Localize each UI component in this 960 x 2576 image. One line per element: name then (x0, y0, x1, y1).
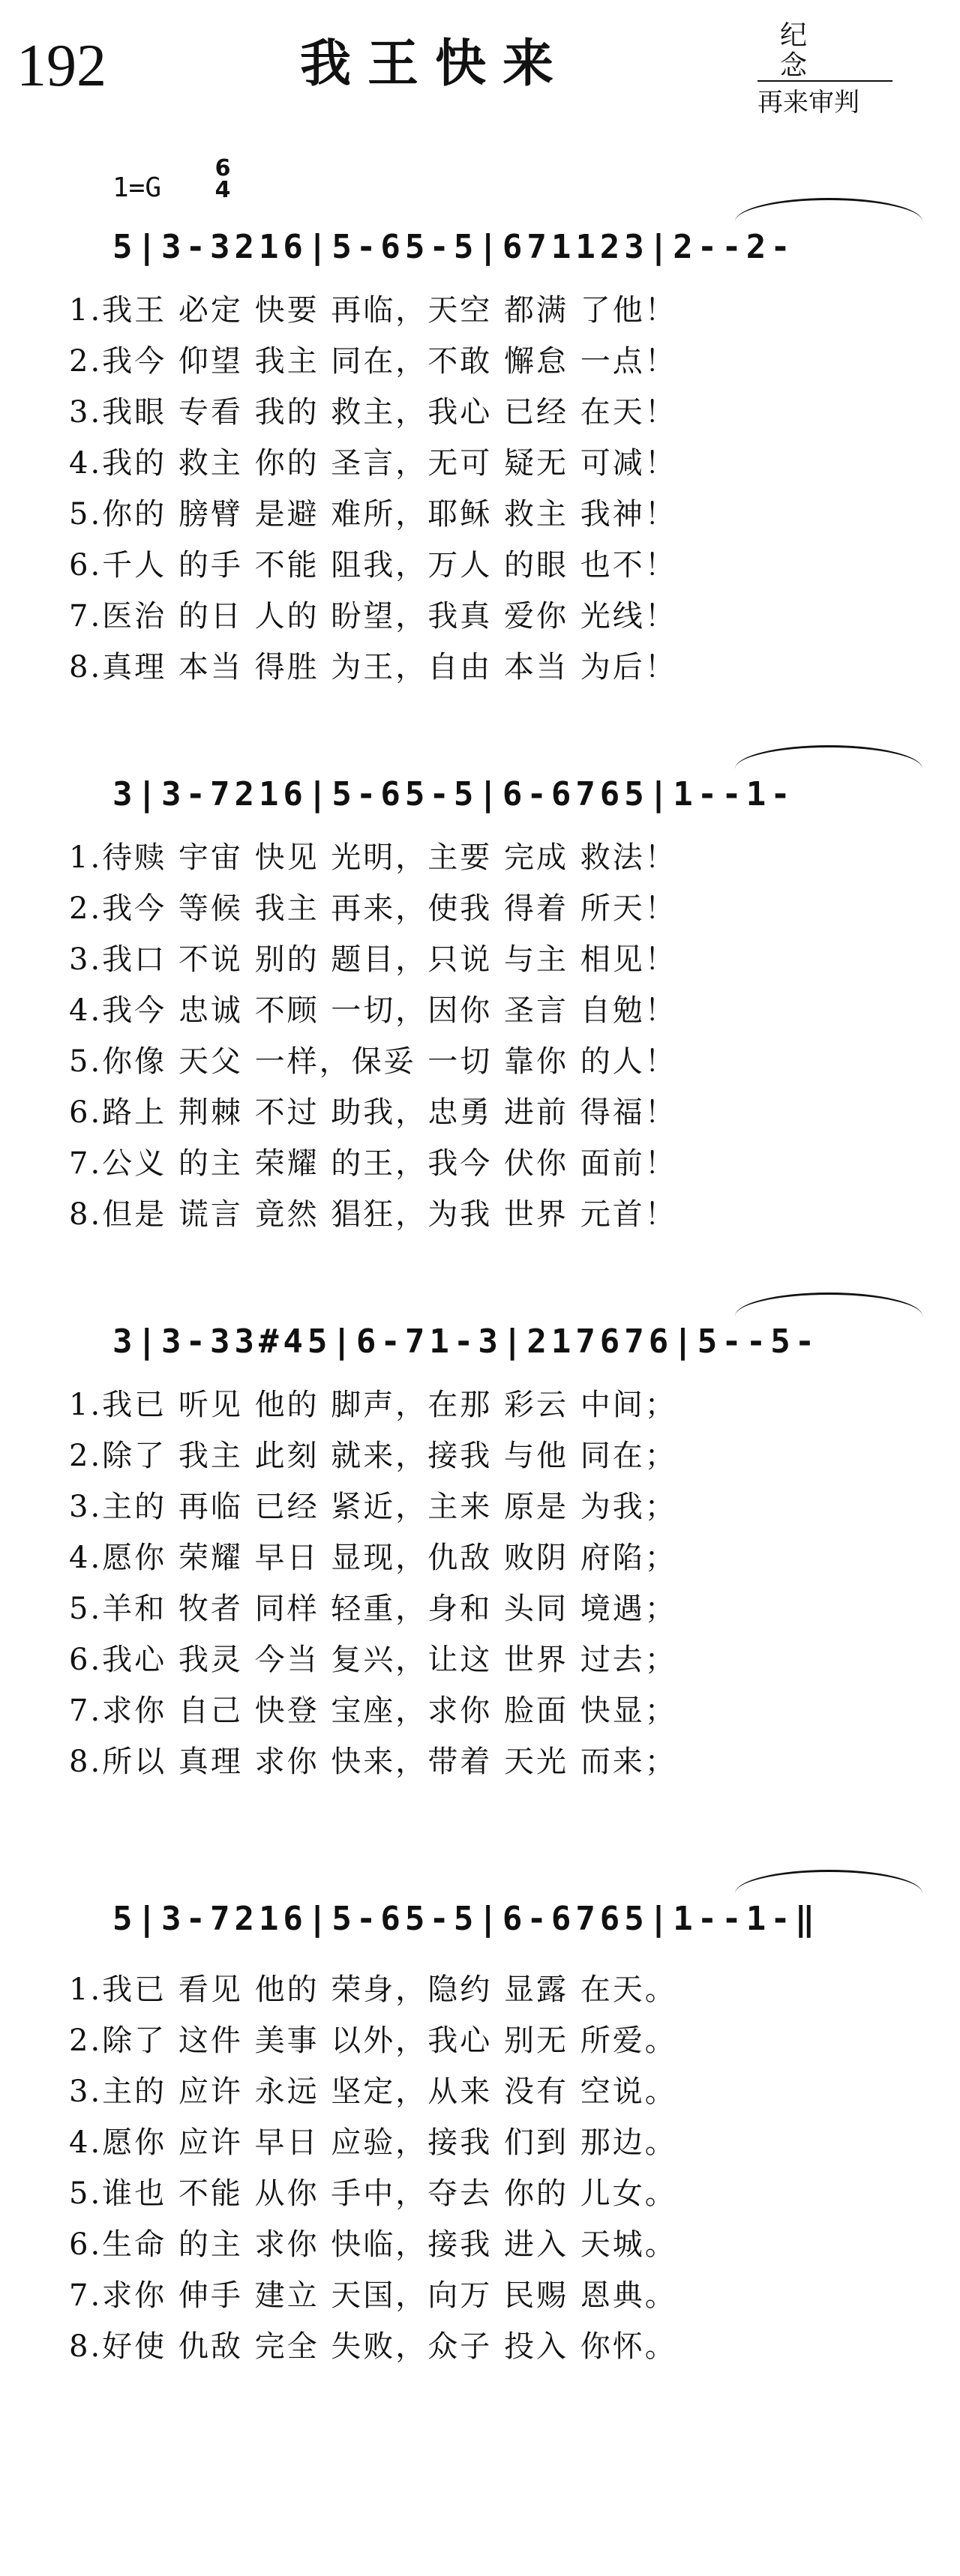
verse-line: 7.公义 的主 荣耀 的王，我今 伏你 面前！ (69, 1146, 677, 1181)
verse-line: 3.主的 再临 已经 紧近，主来 原是 为我； (69, 1490, 677, 1524)
time-signature-bottom: 4 (214, 177, 231, 204)
verse-line: 5.谁也 不能 从你 手中，夺去 你的 儿女。 (69, 2176, 677, 2211)
slur-arc (735, 198, 922, 245)
time-signature (212, 157, 234, 202)
verse-line: 3.我眼 专看 我的 救主，我心 已经 在天！ (69, 395, 677, 430)
verse-line: 8.但是 谎言 竟然 猖狂，为我 世界 元首！ (69, 1197, 677, 1232)
verse-line: 4.愿你 荣耀 早日 显现，仇敌 败阴 府陷； (69, 1541, 677, 1575)
slur-arc (735, 1292, 922, 1340)
verse-line: 6.千人 的手 不能 阻我，万人 的眼 也不！ (69, 548, 677, 583)
verse-list (69, 832, 677, 1240)
verse-line: 4.我今 忠诚 不顾 一切，因你 圣言 自勉！ (69, 993, 677, 1028)
notation-line-2: 3|3-7216|5-65-5|6-6765|1--1- (112, 775, 795, 813)
verse-line: 5.你的 膀臂 是避 难所，耶稣 救主 我神！ (69, 497, 677, 532)
verse-list (69, 1964, 677, 2372)
verse-line: 7.医治 的日 人的 盼望，我真 爱你 光线！ (69, 599, 677, 634)
verse-line: 1.待赎 宇宙 快见 光明，主要 完成 救法！ (69, 840, 677, 875)
verse-line: 1.我已 听见 他的 脚声，在那 彩云 中间； (69, 1388, 677, 1422)
verse-line: 1.我已 看见 他的 荣身，隐约 显露 在天。 (69, 1972, 677, 2007)
verse-list (69, 1379, 677, 1787)
verse-line: 1.我王 必定 快要 再临，天空 都满 了他！ (69, 293, 677, 328)
verse-line: 5.羊和 牧者 同样 轻重，身和 头同 境遇； (69, 1592, 677, 1626)
verse-list (69, 285, 677, 693)
verse-line: 3.我口 不说 别的 题目，只说 与主 相见！ (69, 942, 677, 977)
verse-line: 6.我心 我灵 今当 复兴，让这 世界 过去； (69, 1643, 677, 1677)
key-signature: 1=G (112, 172, 162, 203)
verse-line: 5.你像 天父 一样，保妥 一切 靠你 的人！ (69, 1044, 677, 1079)
notation-line-4: 5|3-7216|5-65-5|6-6765|1--1-‖ (112, 1900, 820, 1938)
verse-line: 7.求你 自己 快登 宝座，求你 脸面 快显； (69, 1694, 677, 1728)
slur-arc (735, 745, 922, 792)
verse-line: 6.生命 的主 求你 快临，接我 进入 天城。 (69, 2227, 677, 2262)
verse-line: 2.除了 这件 美事 以外，我心 别无 所爱。 (69, 2023, 677, 2058)
notation-line-3: 3|3-33#45|6-71-3|217676|5--5- (112, 1322, 820, 1361)
verse-line: 2.我今 等候 我主 再来，使我 得着 所天！ (69, 891, 677, 926)
slur-arc (735, 1870, 922, 1917)
hymn-title: 我王快来 (300, 34, 571, 94)
notation-line-1: 5|3-3216|5-65-5|671123|2--2- (112, 228, 795, 266)
memo-label: 纪 念 (758, 21, 892, 82)
verse-line: 3.主的 应许 永远 坚定，从来 没有 空说。 (69, 2074, 677, 2109)
verse-line: 2.我今 仰望 我主 同在，不敢 懈怠 一点！ (69, 344, 677, 379)
verse-line: 2.除了 我主 此刻 就来，接我 与他 同在； (69, 1439, 677, 1473)
memo-block (758, 21, 892, 118)
verse-line: 6.路上 荆棘 不过 助我，忠勇 进前 得福！ (69, 1095, 677, 1130)
verse-line: 8.好使 仇敌 完全 失败，众子 投入 你怀。 (69, 2329, 677, 2364)
verse-line: 8.真理 本当 得胜 为王，自由 本当 为后！ (69, 650, 677, 684)
time-signature-top: 6 (214, 155, 231, 181)
verse-line: 4.我的 救主 你的 圣言，无可 疑无 可减！ (69, 446, 677, 481)
memo-topic: 再来审判 (758, 88, 860, 118)
verse-line: 8.所以 真理 求你 快来，带着 天光 而来； (69, 1745, 677, 1779)
verse-line: 7.求你 伸手 建立 天国，向万 民赐 恩典。 (69, 2278, 677, 2313)
hymn-number: 192 (16, 33, 106, 99)
verse-line: 4.愿你 应许 早日 应验，接我 们到 那边。 (69, 2125, 677, 2160)
